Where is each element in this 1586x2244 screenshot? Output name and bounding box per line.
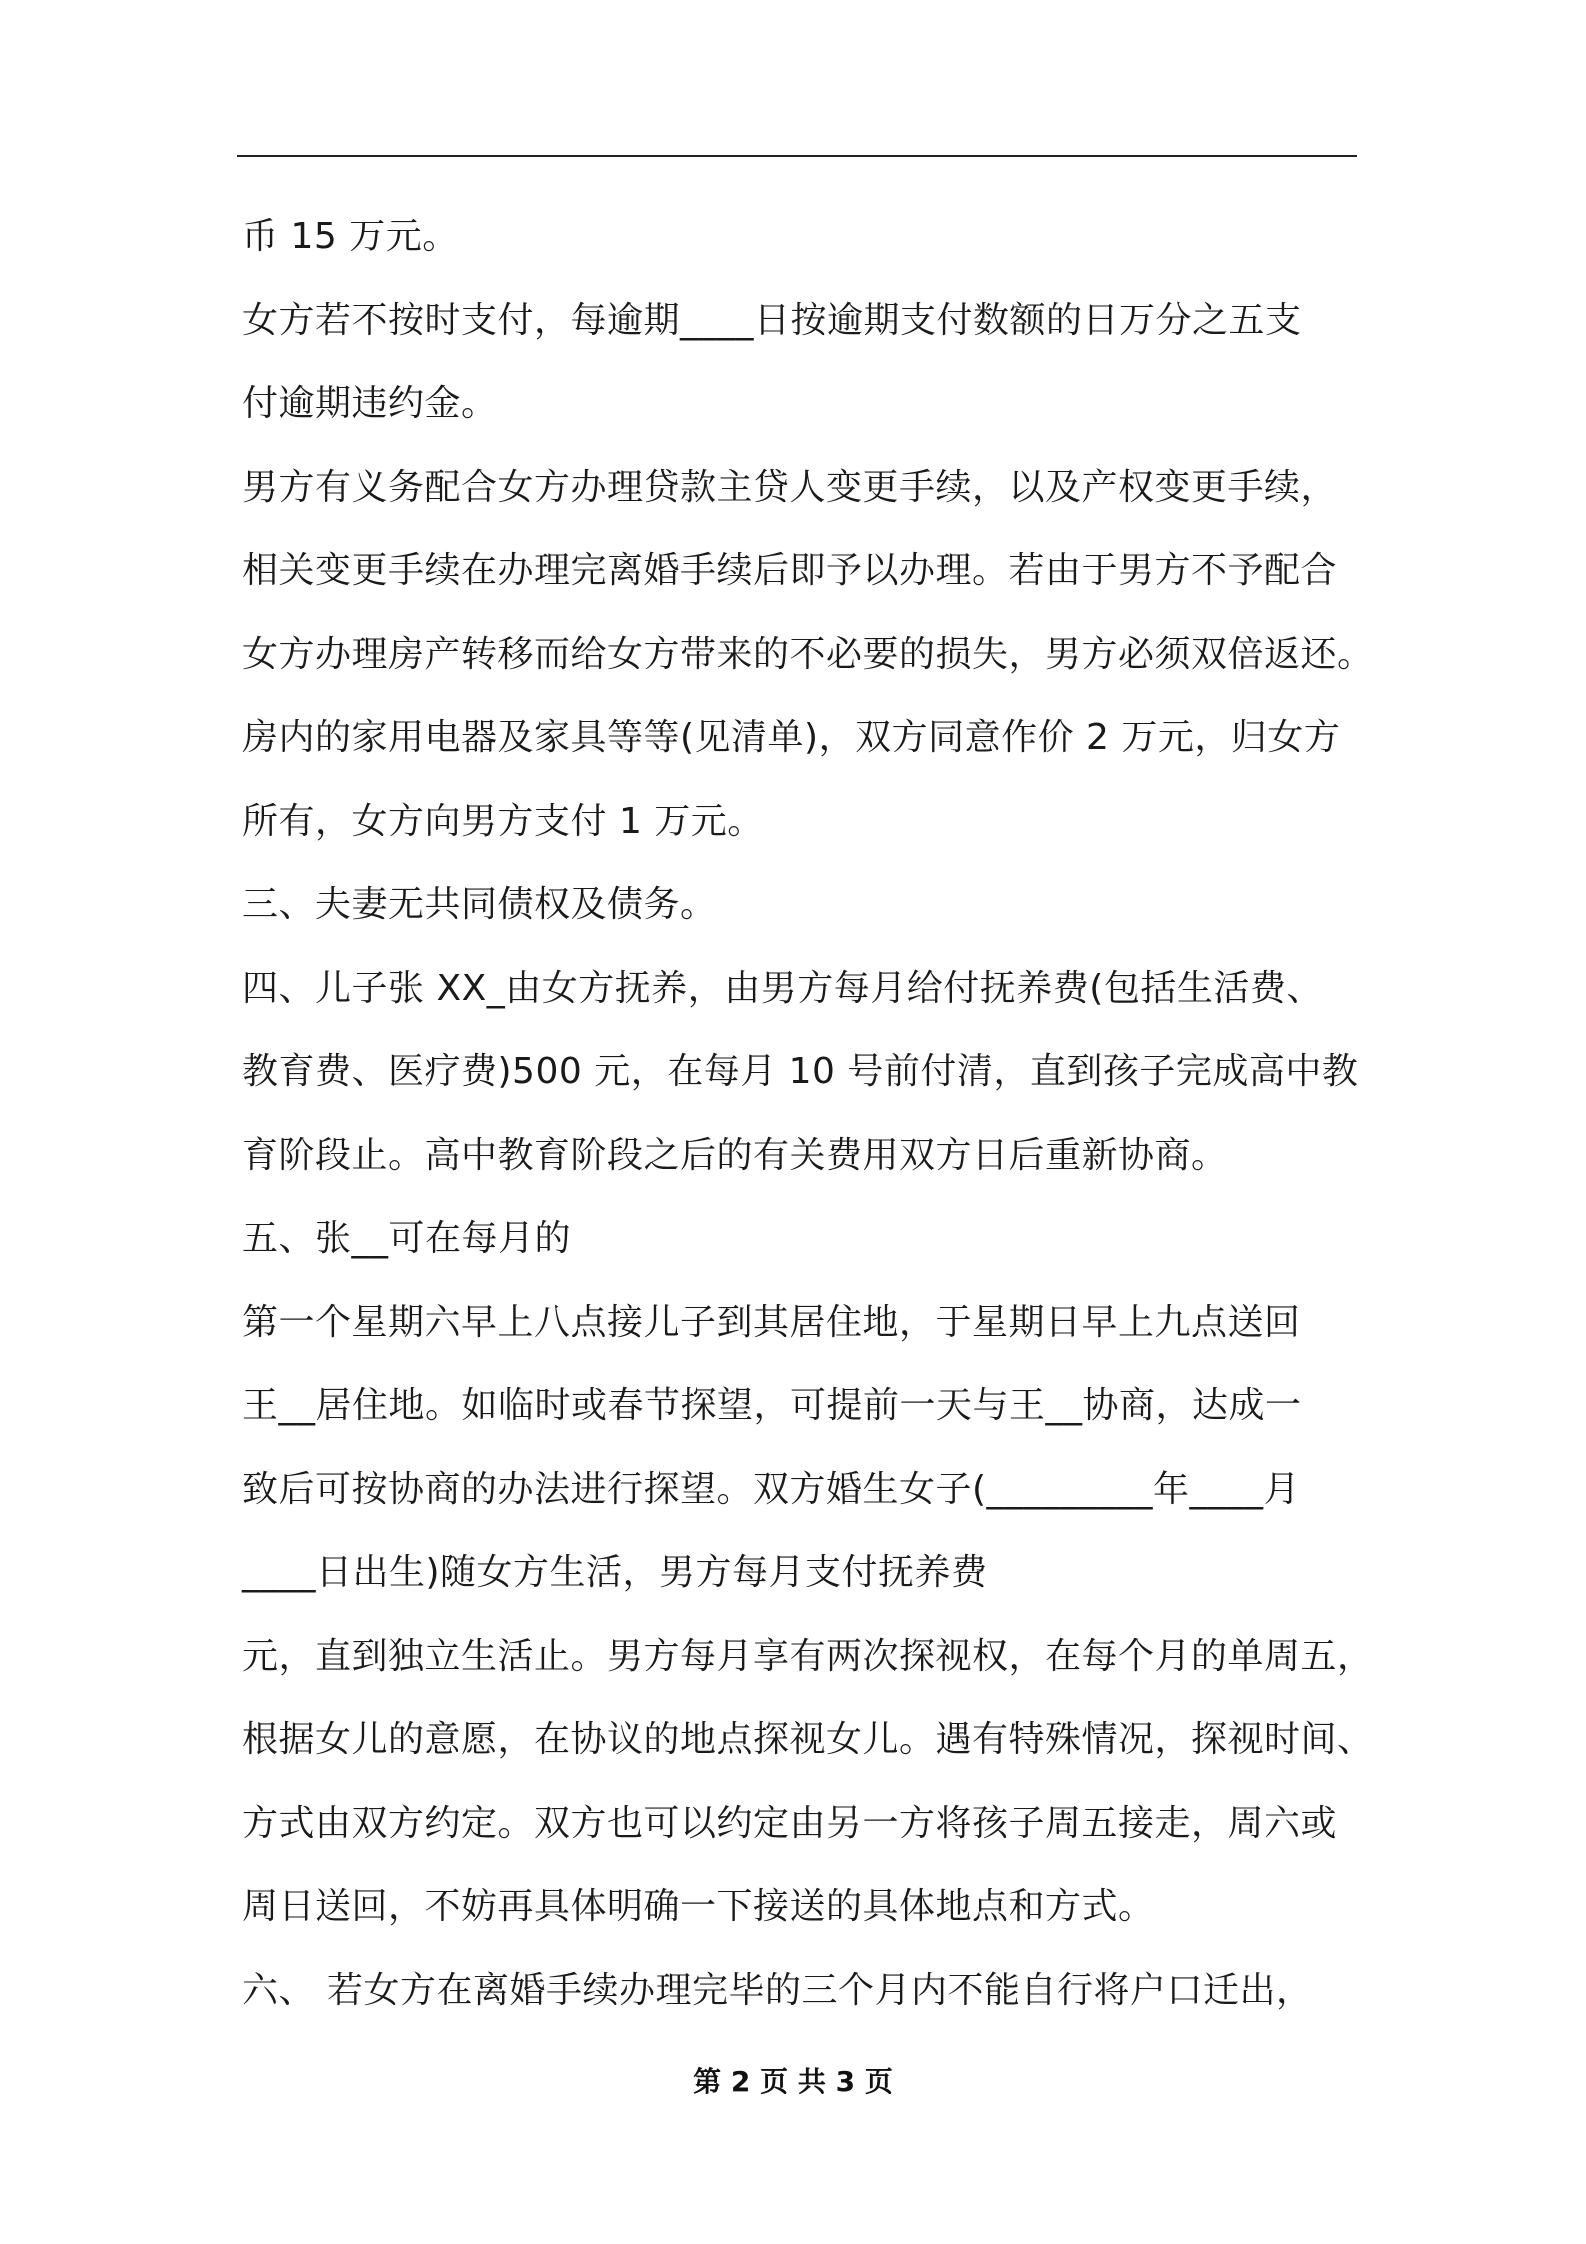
text-line: 六、 若女方在离婚手续办理完毕的三个月内不能自行将户口迁出， <box>242 1969 1313 2011</box>
text-line: 女方办理房产转移而给女方带来的不必要的损失，男方必须双倍返还。 <box>242 633 1374 675</box>
text-line: 方式由双方约定。双方也可以约定由另一方将孩子周五接走，周六或 <box>242 1802 1338 1844</box>
text-line: 周日送回，不妨再具体明确一下接送的具体地点和方式。 <box>242 1886 1155 1927</box>
header-rule <box>237 155 1357 157</box>
text-line: ____日出生)随女方生活，男方每月支付抚养费 <box>242 1552 988 1593</box>
text-line: 五、张__可在每月的 <box>242 1218 572 1259</box>
text-line: 所有，女方向男方支付 1 万元。 <box>242 800 764 842</box>
text-line: 育阶段止。高中教育阶段之后的有关费用双方日后重新协商。 <box>242 1134 1228 1176</box>
text-line: 相关变更手续在办理完离婚手续后即予以办理。若由于男方不予配合 <box>242 550 1338 591</box>
page-number-footer: 第 2 页 共 3 页 <box>693 2065 893 2098</box>
text-line: 四、儿子张 XX_由女方抚养，由男方每月给付抚养费(包括生活费、 <box>242 967 1323 1009</box>
text-line: 第一个星期六早上八点接儿子到其居住地，于星期日早上九点送回 <box>242 1301 1301 1343</box>
text-line: 币 15 万元。 <box>242 216 459 257</box>
text-line: 致后可按协商的办法进行探望。双方婚生女子(_________年____月 <box>242 1468 1301 1510</box>
text-line: 女方若不按时支付，每逾期____日按逾期支付数额的日万分之五支 <box>242 299 1302 341</box>
body-text <box>242 195 1382 2032</box>
text-line: 根据女儿的意愿，在协议的地点探视女儿。遇有特殊情况，探视时间、 <box>242 1719 1374 1760</box>
text-line: 三、夫妻无共同债权及债务。 <box>242 884 717 925</box>
text-line: 付逾期违约金。 <box>242 383 498 424</box>
text-line: 元，直到独立生活止。男方每月享有两次探视权，在每个月的单周五， <box>242 1635 1374 1677</box>
text-line: 教育费、医疗费)500 元，在每月 10 号前付清，直到孩子完成高中教 <box>242 1051 1359 1092</box>
text-line: 王__居住地。如临时或春节探望，可提前一天与王__协商，达成一 <box>242 1385 1302 1426</box>
text-line: 男方有义务配合女方办理贷款主贷人变更手续，以及产权变更手续， <box>242 466 1338 508</box>
text-line: 房内的家用电器及家具等等(见清单)，双方同意作价 2 万元，归女方 <box>242 717 1341 758</box>
